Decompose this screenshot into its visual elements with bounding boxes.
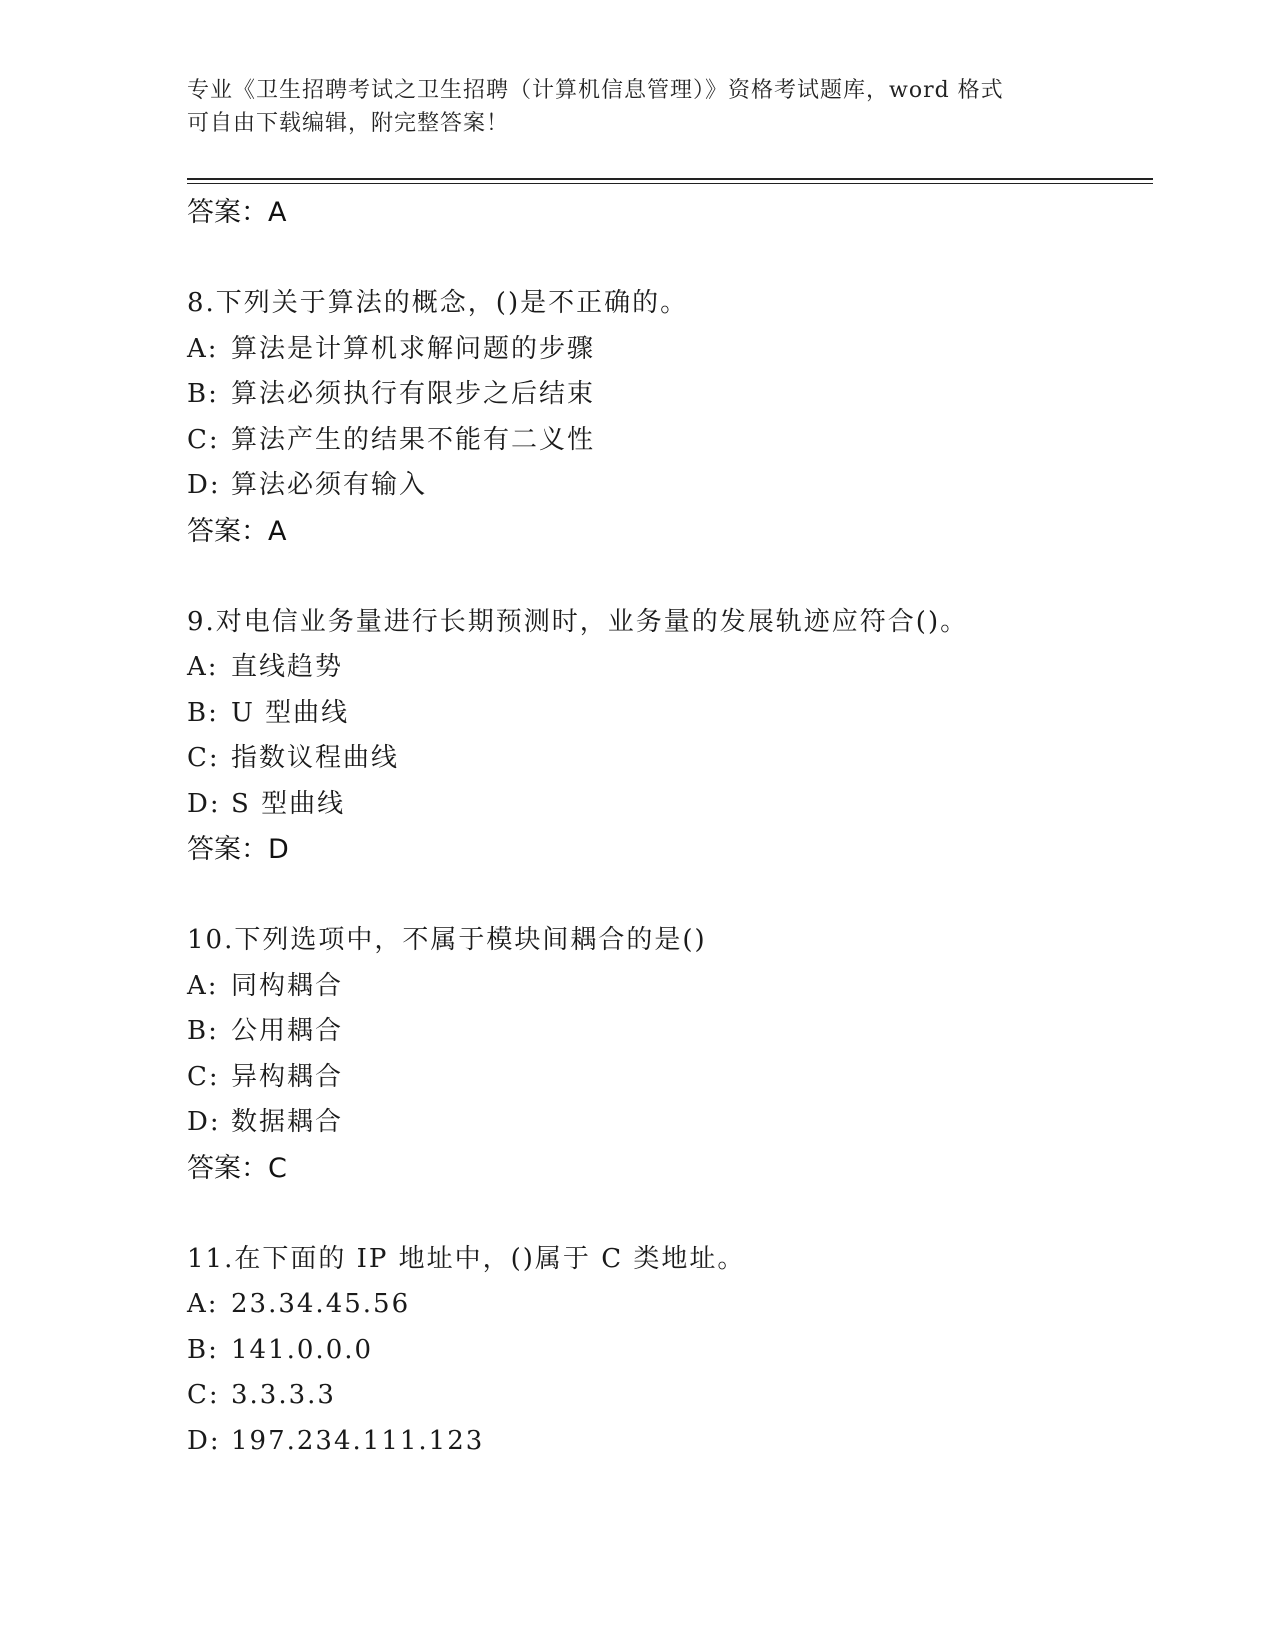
- question-list: [187, 190, 1147, 1509]
- question-title: 10.下列选项中，不属于模块间耦合的是(): [187, 925, 707, 955]
- option-letter: C:: [187, 743, 220, 773]
- option-letter: A:: [187, 652, 219, 682]
- question-title: 9.对电信业务量进行长期预测时，业务量的发展轨迹应符合()。: [187, 606, 969, 637]
- answer-label: 答案：D: [187, 834, 289, 865]
- option-c: [187, 1373, 1147, 1419]
- option-a: [187, 327, 1147, 373]
- option-text: 141.0.0.0: [231, 1334, 374, 1365]
- option-text: 算法必须执行有限步之后结束: [231, 379, 596, 409]
- option-letter: B:: [187, 1334, 219, 1365]
- answer-label: 答案：A: [187, 515, 287, 547]
- option-letter: C:: [187, 424, 220, 455]
- question-title: 8.下列关于算法的概念，()是不正确的。: [187, 288, 689, 318]
- option-text: S 型曲线: [231, 788, 346, 819]
- option-b: [187, 372, 1147, 418]
- option-letter: D:: [187, 470, 221, 500]
- option-letter: B:: [187, 697, 219, 728]
- option-text: 算法是计算机求解问题的步骤: [231, 333, 596, 364]
- option-letter: D:: [187, 788, 221, 819]
- option-text: 算法必须有输入: [231, 470, 428, 500]
- answer-label: 答案：C: [187, 1152, 287, 1184]
- option-b: [187, 691, 1147, 737]
- option-text: U 型曲线: [231, 697, 350, 728]
- option-d: [187, 1100, 1147, 1146]
- option-b: [187, 1328, 1147, 1374]
- question-block: [187, 600, 1147, 874]
- option-letter: C:: [187, 1061, 220, 1092]
- option-text: 同构耦合: [231, 970, 344, 1001]
- option-letter: B:: [187, 379, 219, 409]
- question-block: [187, 1237, 1147, 1465]
- option-text: 197.234.111.123: [231, 1425, 485, 1456]
- option-d: [187, 1419, 1147, 1465]
- option-c: [187, 1055, 1147, 1101]
- option-text: 公用耦合: [231, 1016, 344, 1046]
- header-divider-thin: [187, 183, 1153, 184]
- option-letter: A:: [187, 970, 219, 1001]
- option-letter: C:: [187, 1380, 220, 1410]
- option-text: 异构耦合: [231, 1061, 344, 1092]
- option-letter: B:: [187, 1016, 219, 1046]
- option-a: [187, 645, 1147, 691]
- option-letter: D:: [187, 1425, 221, 1456]
- option-text: 数据耦合: [231, 1107, 344, 1137]
- option-letter: D:: [187, 1107, 221, 1137]
- header-line-2: 可自由下载编辑，附完整答案！: [187, 111, 510, 136]
- header-line-1: 专业《卫生招聘考试之卫生招聘（计算机信息管理）》资格考试题库，word 格式: [187, 78, 1004, 103]
- option-b: [187, 1009, 1147, 1055]
- question-block: [187, 918, 1147, 1192]
- option-a: [187, 1282, 1147, 1328]
- option-d: [187, 782, 1147, 828]
- option-text: 算法产生的结果不能有二义性: [231, 424, 596, 455]
- header-divider: [187, 178, 1153, 180]
- question-title: 11.在下面的 IP 地址中，()属于 C 类地址。: [187, 1243, 746, 1274]
- page-header: [187, 74, 1087, 140]
- option-c: [187, 418, 1147, 464]
- option-letter: A:: [187, 333, 219, 364]
- option-text: 直线趋势: [231, 652, 344, 682]
- option-d: [187, 463, 1147, 509]
- option-text: 3.3.3.3: [231, 1380, 336, 1410]
- answer-label: 答案：A: [187, 197, 287, 228]
- option-text: 23.34.45.56: [231, 1289, 411, 1319]
- option-text: 指数议程曲线: [231, 743, 400, 773]
- question-block: [187, 281, 1147, 555]
- option-a: [187, 964, 1147, 1010]
- option-letter: A:: [187, 1289, 219, 1319]
- option-c: [187, 736, 1147, 782]
